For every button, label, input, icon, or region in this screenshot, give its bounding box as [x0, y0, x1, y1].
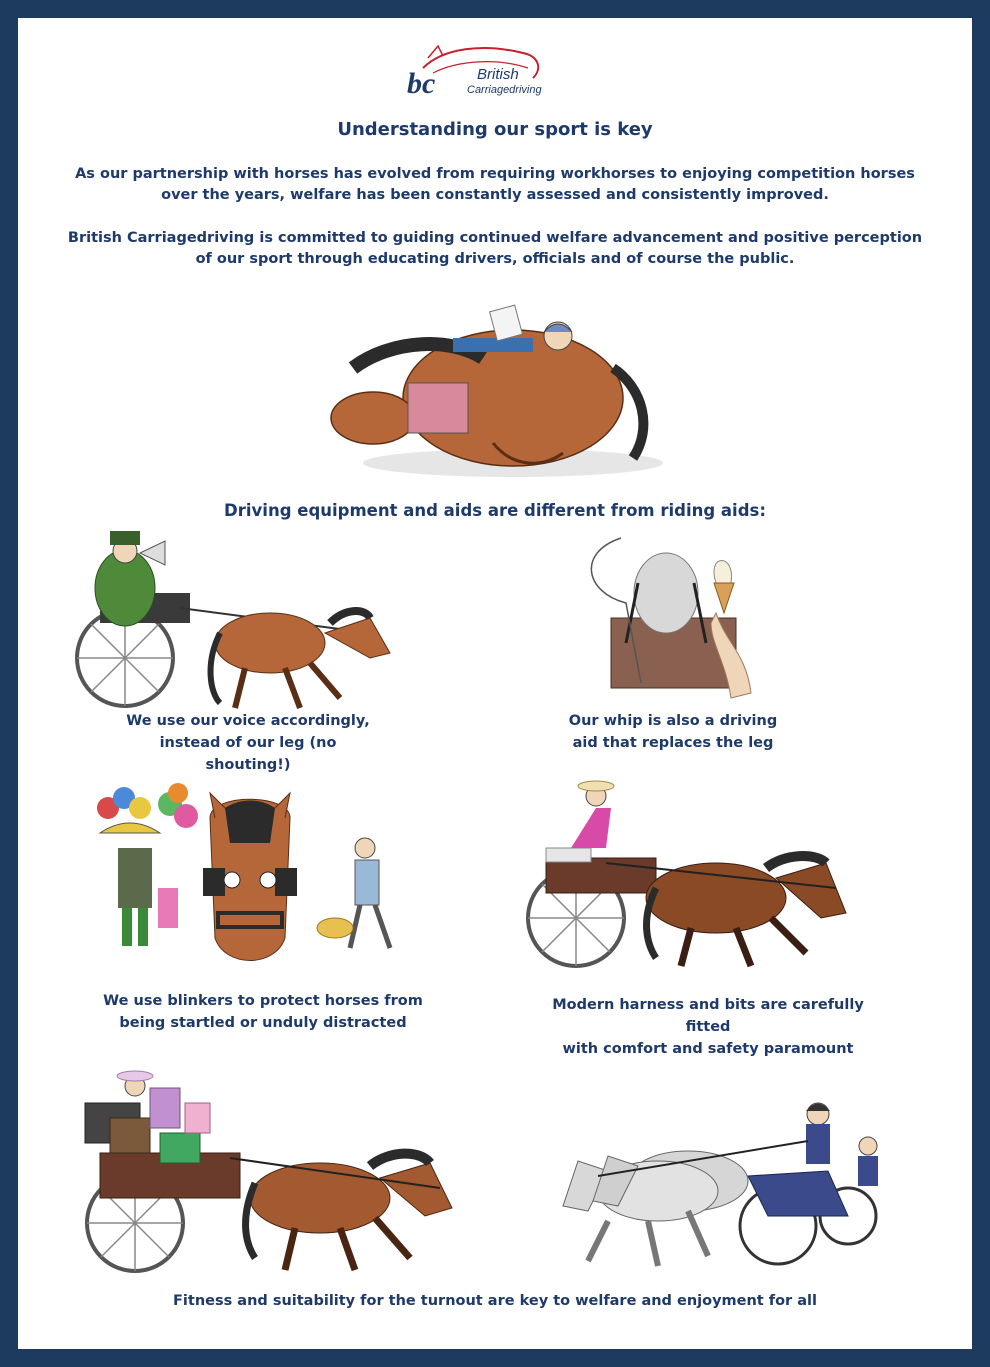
- caption-line: with comfort and safety paramount: [562, 1041, 854, 1057]
- caption-line: Our whip is also a driving: [568, 713, 778, 729]
- illustration-harness: [516, 768, 876, 973]
- caption-harness: [528, 994, 888, 1060]
- illustration-blinkers: [100, 788, 440, 973]
- caption-line: being startled or unduly distracted: [119, 1015, 407, 1031]
- logo-line2: Carriagedriving: [467, 84, 542, 96]
- illustration-resting-horse: [313, 288, 673, 488]
- intro-paragraph-1: [18, 164, 972, 206]
- caption-fitness: Fitness and suitability for the turnout are key to welfare and enjoyment for all: [173, 1293, 817, 1309]
- intro-paragraph-2: [18, 228, 972, 270]
- intro-line: British Carriagedriving is committed to guiding continued welfare advancement and positive perception: [67, 230, 923, 246]
- caption-line: aid that replaces the leg: [572, 735, 774, 751]
- page-title: Understanding our sport is key: [337, 119, 653, 140]
- logo-monogram: bc: [407, 67, 436, 100]
- british-carriagedriving-logo: [403, 38, 563, 100]
- illustration-pair-driving: [548, 1086, 888, 1271]
- intro-line: of our sport through educating drivers, officials and of course the public.: [195, 251, 795, 267]
- intro-line: over the years, welfare has been constantly assessed and consistently improved.: [161, 187, 829, 203]
- caption-line: instead of our leg (no shouting!): [159, 735, 337, 773]
- illustration-laden-cart: [80, 1058, 460, 1278]
- caption-blinkers: [103, 990, 423, 1034]
- caption-whip: [558, 710, 788, 754]
- caption-line: We use our voice accordingly,: [126, 713, 370, 729]
- section-subheading: Driving equipment and aids are different from riding aids:: [224, 501, 766, 520]
- illustration-voice-driver: [70, 523, 420, 718]
- caption-line: Modern harness and bits are carefully fitted: [552, 997, 864, 1035]
- caption-line: We use blinkers to protect horses from: [103, 993, 423, 1009]
- caption-voice: [118, 710, 378, 776]
- illustration-whip-aid: [566, 533, 756, 703]
- logo-line1: British: [477, 66, 519, 83]
- intro-line: As our partnership with horses has evolved from requiring workhorses to enjoying competition horses: [75, 166, 915, 182]
- poster-page: [18, 18, 972, 1349]
